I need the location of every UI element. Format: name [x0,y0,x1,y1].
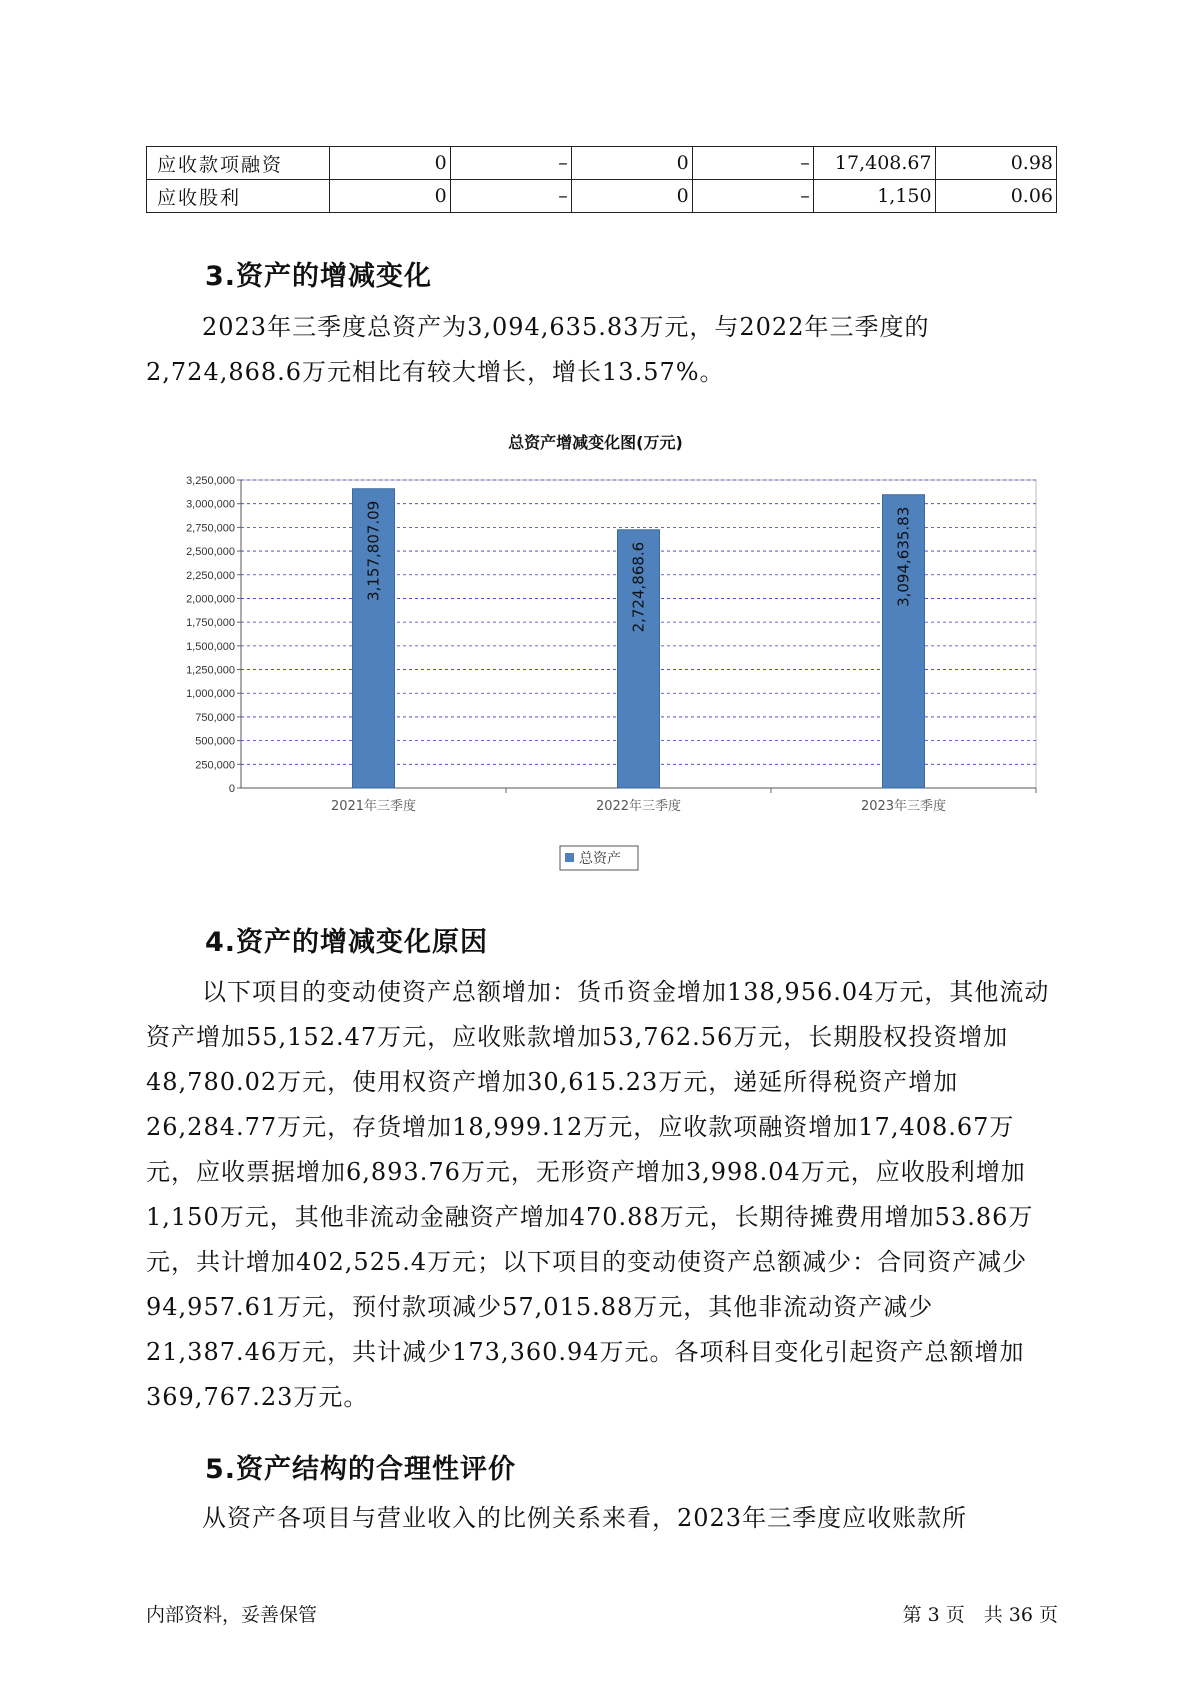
legend-swatch [565,853,574,862]
y-tick-label: 1,750,000 [186,617,235,630]
value-cell: 0 [571,147,692,180]
y-tick-label: 250,000 [195,759,235,772]
section-3-heading: 3.资产的增减变化 [205,261,433,292]
y-tick-label: 2,250,000 [186,569,235,582]
section-3-paragraph: 2023年三季度总资产为3,094,635.83万元，与2022年三季度的2,724,868.6万元相比有较大增长，增长13.57%。 [146,313,930,386]
value-cell: – [450,147,571,180]
x-tick-label: 2021年三季度 [330,799,417,814]
section-4-paragraph: 以下项目的变动使资产总额增加：货币资金增加138,956.04万元，其他流动资产增加55,152.47万元，应收账款增加53,762.56万元，长期股权投资增加48,780.02万元，使用权资产增加30,615.23万元，递延所得税资产增加26,284.77万元，存货增加18,999.12万元，应收款项融资增加17,408.67万元，应收票据增加6,893.76万元，无形资产增加3,998.04万元，应收股利增加1,150万元，其他非流动金融资产增加470.88万元，长期待摊费用增加53.86万元，共计增加402,525.4万元；以下项目的变动使资产总额减少：合同资产减少94,957.61万元，预付款项减少57,015.88万元，其他非流动资产减少21,387.46万元，共计减少173,360.94万元。各项科目变化引起资产总额增加369,767.23万元。 [146,978,1050,1411]
y-tick-label: 3,250,000 [186,475,235,487]
section-5-paragraph: 从资产各项目与营业收入的比例关系来看，2023年三季度应收账款所 [202,1504,968,1532]
y-tick-label: 3,000,000 [186,498,235,511]
y-tick-label: 2,750,000 [186,522,235,535]
row-label-cell: 应收股利 [147,180,330,213]
total-assets-chart [146,462,1046,892]
value-cell: 0.98 [935,147,1056,180]
value-cell: 17,408.67 [813,147,935,180]
section-5-heading: 5.资产结构的合理性评价 [205,1454,517,1485]
value-cell: – [692,180,813,213]
section-4-heading: 4.资产的增减变化原因 [205,927,489,958]
y-tick-label: 1,250,000 [186,664,235,677]
y-tick-label: 1,000,000 [186,688,235,701]
y-tick-label: 2,000,000 [186,593,235,606]
bar-value-label: 3,094,635.83 [894,506,913,607]
footer-left: 内部资料，妥善保管 [146,1604,318,1626]
value-cell: – [450,180,571,213]
value-cell: – [692,147,813,180]
bar-value-label: 3,157,807.09 [364,500,383,601]
table-row [147,180,1057,213]
y-tick-label: 750,000 [195,711,235,724]
table-row [147,147,1057,180]
y-tick-label: 2,500,000 [186,546,235,559]
y-tick-label: 500,000 [195,735,235,748]
value-cell: 0.06 [935,180,1056,213]
chart-title: 总资产增减变化图(万元) [508,433,683,452]
value-cell: 1,150 [813,180,935,213]
y-tick-label: 0 [228,783,235,795]
y-tick-label: 1,500,000 [186,640,235,653]
value-cell: 0 [571,180,692,213]
value-cell: 0 [329,180,450,213]
asset-table [146,146,1057,213]
row-label-cell: 应收款项融资 [147,147,330,180]
x-tick-label: 2023年三季度 [860,799,947,814]
footer-page-number: 第 3 页 共 36 页 [902,1604,1058,1626]
x-tick-label: 2022年三季度 [595,799,682,814]
legend-label: 总资产 [579,851,621,867]
value-cell: 0 [329,147,450,180]
bar-value-label: 2,724,868.6 [629,541,648,633]
